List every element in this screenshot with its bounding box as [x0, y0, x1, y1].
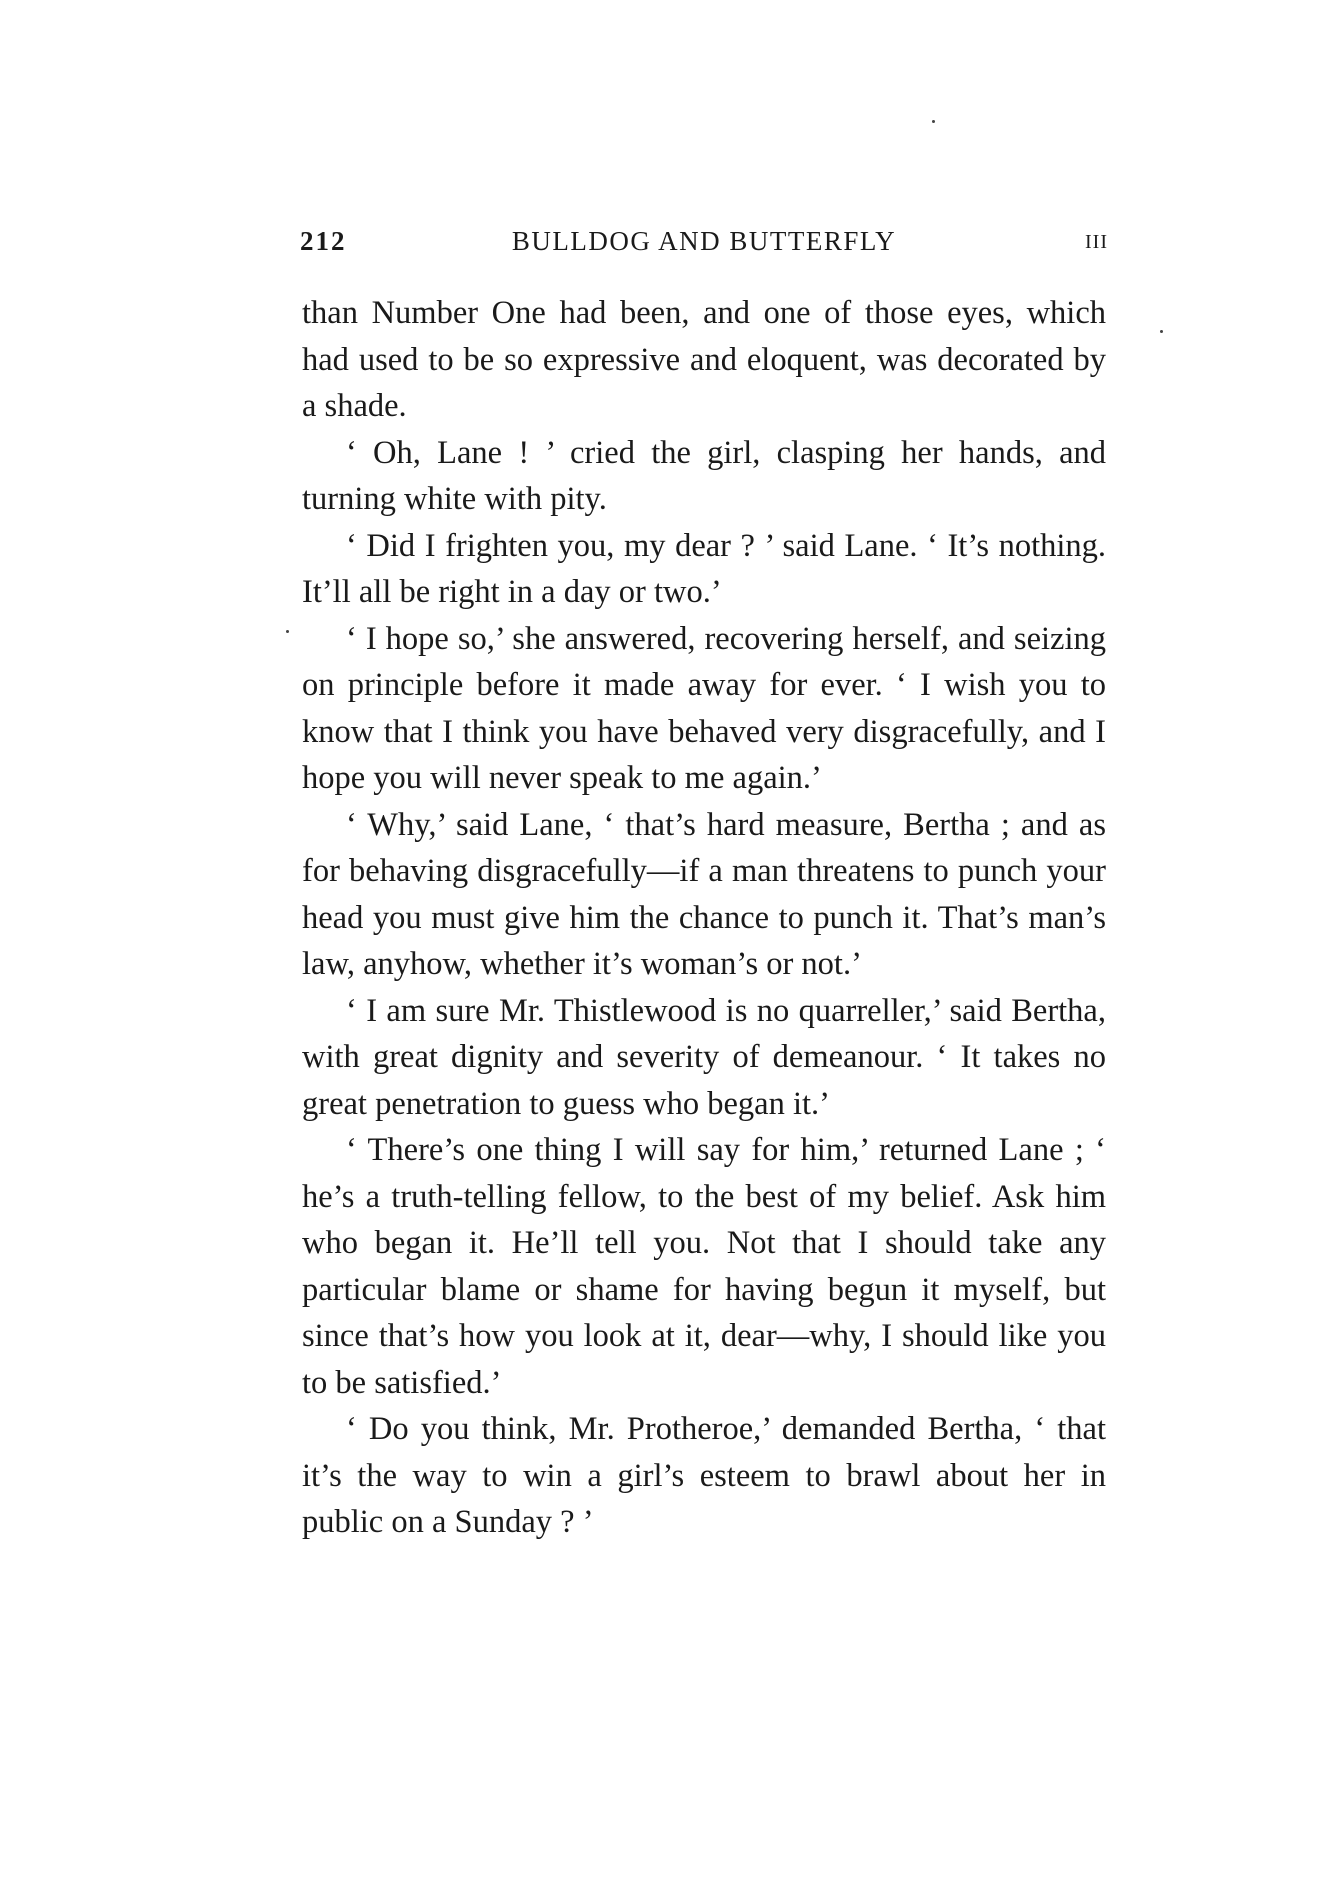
running-title: BULLDOG AND BUTTERFLY	[511, 226, 897, 256]
running-head	[300, 226, 1108, 266]
print-speck	[286, 630, 289, 633]
paragraph-7: ‘ There’s one thing I will say for him,’ returned Lane ; ‘ he’s a truth-telling fellow, to the best of my belief. Ask him who began it. He’ll tell you. Not that I should take any particular blame or shame for having begun it myself, but since that’s how you look at it, dear—why, I should like you to be satisfied.’	[302, 1132, 1106, 1401]
paragraph-2: ‘ Oh, Lane ! ’ cried the girl, clasping her hands, and turning white with pity.	[302, 434, 1106, 517]
paragraph-3: ‘ Did I frighten you, my dear ? ’ said Lane. ‘ It’s nothing. It’ll all be right in a day or two.’	[302, 527, 1106, 610]
chapter-number: III	[1085, 231, 1108, 253]
print-speck	[932, 120, 935, 123]
body-text	[302, 290, 1106, 1546]
page-number: 212	[300, 226, 347, 256]
paragraph-1: than Number One had been, and one of those eyes, which had used to be so expressive and eloquent, was decorated by a shade.	[302, 295, 1106, 424]
paragraph-6: ‘ I am sure Mr. Thistlewood is no quarreller,’ said Bertha, with great dignity and severity of demeanour. ‘ It takes no great penetration to guess who began it.’	[302, 992, 1106, 1122]
paragraph-8: ‘ Do you think, Mr. Protheroe,’ demanded Bertha, ‘ that it’s the way to win a girl’s esteem to brawl about her in public on a Sunday ? ’	[302, 1411, 1106, 1540]
paragraph-5: ‘ Why,’ said Lane, ‘ that’s hard measure, Bertha ; and as for behaving disgracefully—if a man threatens to punch your head you must give him the chance to punch it. That’s man’s law, anyhow, whether it’s woman’s or not.’	[302, 806, 1106, 982]
print-speck	[1160, 330, 1163, 333]
paragraph-4: ‘ I hope so,’ she answered, recovering herself, and seizing on principle before it made away for ever. ‘ I wish you to know that I think you have behaved very disgracefully, and I hope you will never speak to me again.’	[302, 620, 1106, 796]
